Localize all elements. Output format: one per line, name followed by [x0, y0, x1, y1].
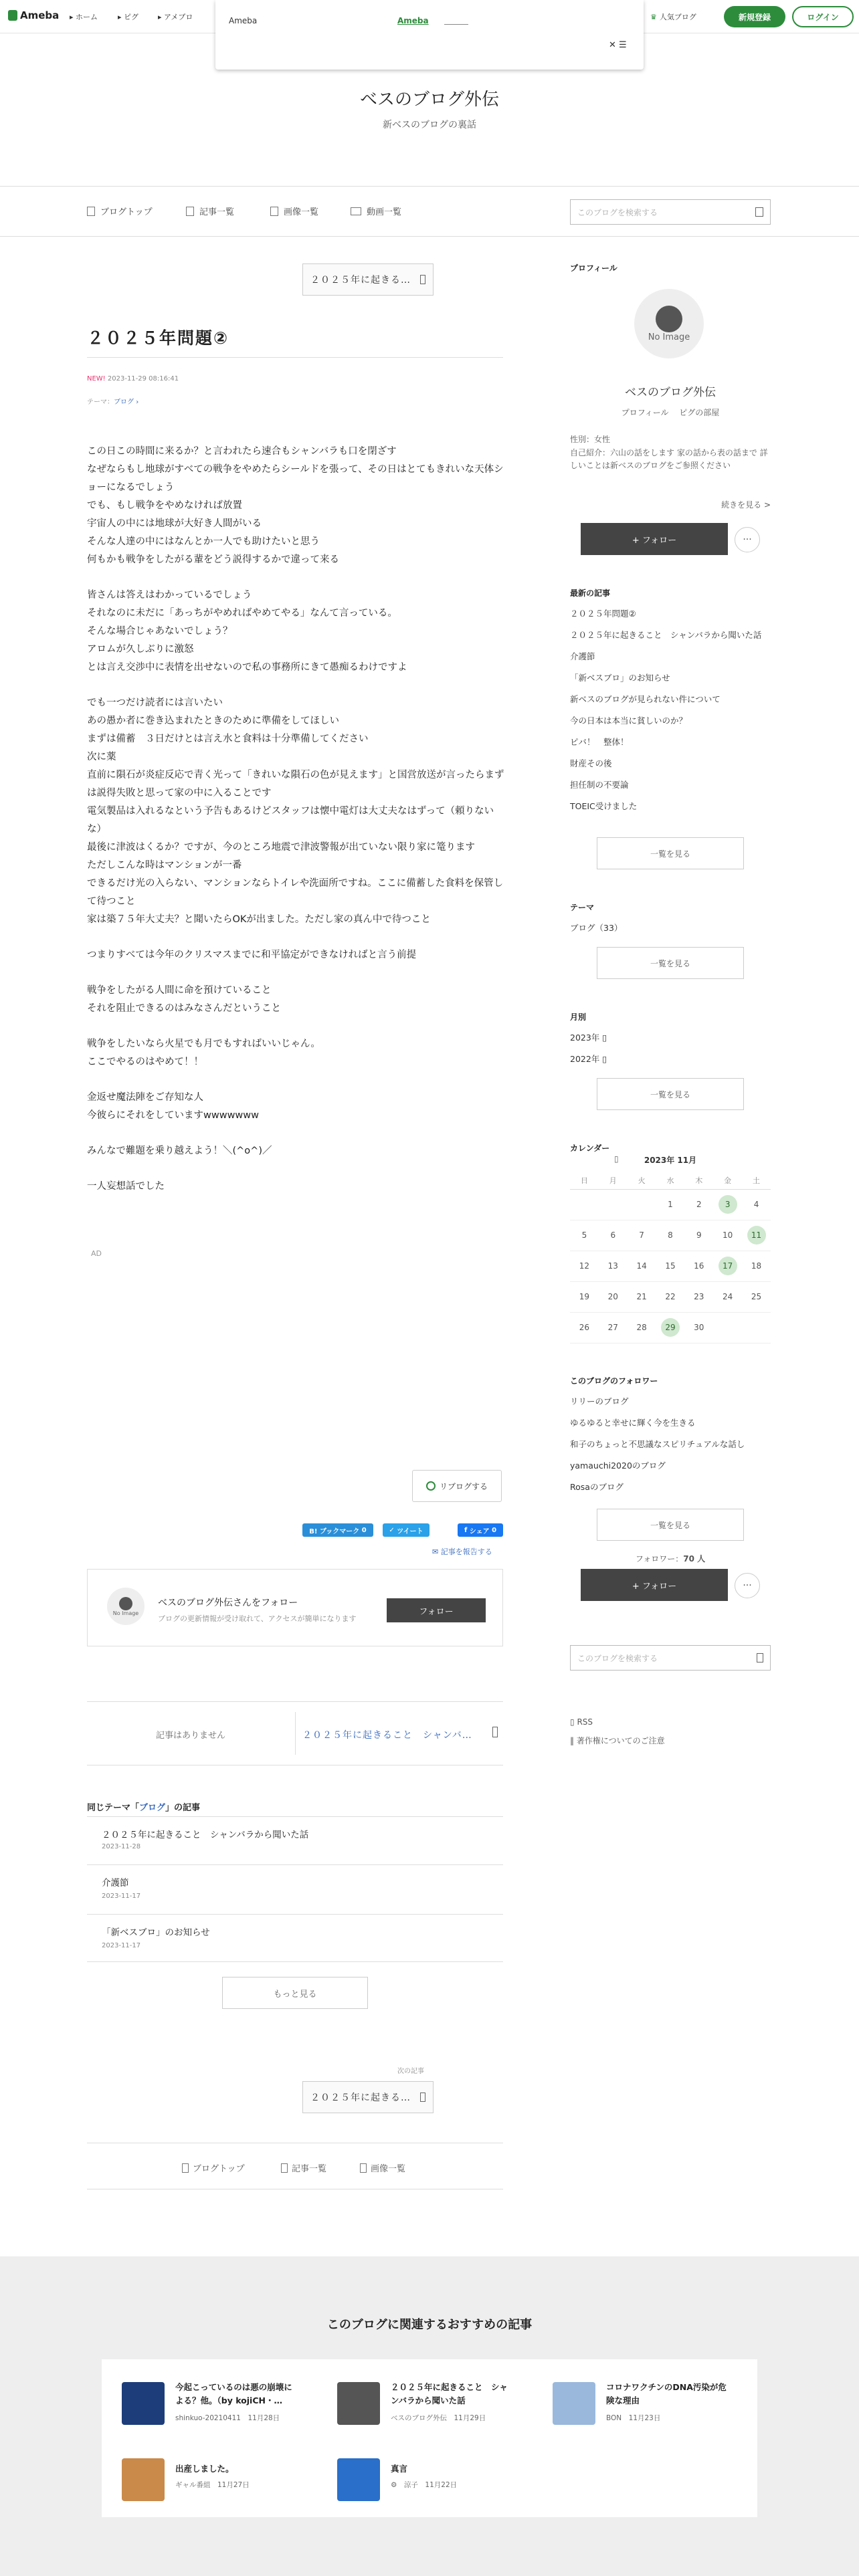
- search-icon[interactable]: [757, 1653, 763, 1662]
- header-search-input[interactable]: このブログを検索する: [570, 199, 771, 225]
- calendar-day: [599, 1189, 628, 1220]
- recommend-title[interactable]: ２０２５年に起きること シャンバラから聞いた話: [391, 2382, 508, 2405]
- recommend-meta: shinkuo-20210411 11月28日: [175, 2414, 280, 2422]
- recommend-thumbnail[interactable]: [337, 2458, 380, 2501]
- search-icon[interactable]: [755, 207, 763, 217]
- calendar-day: 4: [742, 1189, 771, 1220]
- warning-icon: ‖: [570, 1736, 574, 1745]
- hatena-bookmark-button[interactable]: B! ブックマーク 0: [302, 1523, 373, 1537]
- recommend-thumbnail[interactable]: [122, 2382, 165, 2425]
- next-article-link[interactable]: ２０２５年に起きること シャンバ…: [302, 1730, 472, 1741]
- recommend-heading: このブログに関連するおすすめの記事: [326, 2318, 533, 2332]
- month-link[interactable]: 2022年 ▯: [570, 1054, 607, 1064]
- recommend-meta: ⚙ 涼子 11月22日: [391, 2481, 458, 2489]
- reblog-icon: [426, 1481, 436, 1491]
- calendar-day: [742, 1312, 771, 1343]
- document-icon: [182, 2163, 189, 2173]
- follow-box-title: ベスのブログ外伝さんをフォロー: [158, 1598, 298, 1608]
- calendar-day: 2: [684, 1189, 713, 1220]
- profile-heading: プロフィール: [570, 263, 617, 273]
- month-heading: 月別: [570, 1012, 587, 1022]
- calendar-day: [570, 1189, 599, 1220]
- calendar-day: 15: [656, 1251, 685, 1281]
- recent-list-all-button[interactable]: 一覧を見る: [597, 837, 744, 869]
- more-options-icon[interactable]: ···: [735, 1573, 760, 1598]
- calendar-day[interactable]: 11: [742, 1220, 771, 1251]
- calendar: [570, 1172, 771, 1344]
- prev-article-button[interactable]: ２０２５年に起きる…: [302, 263, 434, 296]
- login-button[interactable]: ログイン: [792, 6, 854, 27]
- flag-icon: ✉: [432, 1547, 439, 1556]
- recent-article-link[interactable]: 「新ベスブロ」のお知らせ: [570, 673, 670, 683]
- follow-button[interactable]: フォロー: [387, 1598, 486, 1622]
- calendar-day: 7: [628, 1220, 656, 1251]
- blog-subtitle: 新ベスのブログの裏話: [383, 120, 476, 130]
- recommend-title[interactable]: コロナワクチンのDNA汚染が危険な理由: [606, 2382, 727, 2405]
- follower-link[interactable]: 和子のちょっと不思議なスピリチュアルな話し: [570, 1439, 745, 1449]
- calendar-day: 12: [570, 1251, 599, 1281]
- video-icon: [351, 207, 361, 215]
- crown-icon: ♛: [650, 12, 657, 21]
- theme-link[interactable]: ブログ（33）: [570, 923, 623, 933]
- footer-nav-image-list[interactable]: 画像一覧: [360, 2161, 405, 2174]
- rss-link[interactable]: ▯ RSS: [570, 1717, 593, 1727]
- calendar-day: 24: [713, 1281, 742, 1312]
- calendar-weekday: 土: [742, 1172, 771, 1189]
- calendar-heading: カレンダー: [570, 1144, 610, 1153]
- calendar-day: 25: [742, 1281, 771, 1312]
- recent-articles-list: [570, 603, 771, 817]
- recent-article-link[interactable]: 介護節: [570, 651, 595, 661]
- document-icon: [87, 207, 95, 216]
- next-article-label: 次の記事: [397, 2068, 424, 2075]
- calendar-day: 13: [599, 1251, 628, 1281]
- profile-links[interactable]: プロフィール ピグの部屋: [621, 408, 720, 417]
- calendar-weekday: 日: [570, 1172, 599, 1189]
- calendar-weekday: 水: [656, 1172, 685, 1189]
- calendar-day[interactable]: 29: [656, 1312, 685, 1343]
- calendar-day: 30: [684, 1312, 713, 1343]
- theme-link[interactable]: ブログ: [114, 399, 134, 406]
- same-theme-date: 2023-11-17: [102, 1942, 141, 1949]
- title-divider: [87, 357, 503, 358]
- same-theme-heading: 同じテーマ「ブログ」の記事: [87, 1803, 201, 1813]
- nav-image-list[interactable]: 画像一覧: [270, 205, 318, 217]
- profile-name[interactable]: ベスのブログ外伝: [625, 386, 716, 399]
- calendar-day: 26: [570, 1312, 599, 1343]
- calendar-day: 27: [599, 1312, 628, 1343]
- recent-article-link[interactable]: ２０２５年に起きること シャンバラから聞いた話: [570, 630, 762, 640]
- calendar-day: 19: [570, 1281, 599, 1312]
- image-icon: [270, 207, 278, 216]
- calendar-day: 23: [684, 1281, 713, 1312]
- month-list: [570, 1027, 771, 1070]
- calendar-weekday: 木: [684, 1172, 713, 1189]
- recent-articles-heading: 最新の記事: [570, 588, 611, 598]
- post-paragraph: 一人妄想話でした: [87, 1181, 165, 1192]
- calendar-weekday: 火: [628, 1172, 656, 1189]
- ad-overlay-panel: [215, 0, 644, 70]
- footer-nav-blog-top[interactable]: ブログトップ: [182, 2161, 245, 2174]
- same-theme-item[interactable]: [87, 1816, 503, 1864]
- same-theme-date: 2023-11-17: [102, 1893, 141, 1900]
- theme-heading: テーマ: [570, 903, 595, 912]
- month-link[interactable]: 2023年 ▯: [570, 1033, 607, 1043]
- profile-intro: 自己紹介：六山の話をします 家の話から表の話まで 詳しいことは新ベスのブログをご参照ください: [570, 448, 768, 470]
- calendar-day: 21: [628, 1281, 656, 1312]
- calendar-day: 1: [656, 1189, 685, 1220]
- signup-button[interactable]: 新規登録: [724, 6, 785, 27]
- recommend-title[interactable]: 今起こっているのは悪の崩壊による？他。（by kojiCH・…: [175, 2382, 292, 2405]
- recommend-title[interactable]: 出産しました。: [175, 2464, 234, 2474]
- calendar-day: [713, 1312, 742, 1343]
- follow-box-description: ブログの更新情報が受け取れて、アクセスが簡単になります: [158, 1614, 357, 1623]
- global-nav-home[interactable]: ▸ ホーム: [70, 13, 98, 21]
- recommend-thumbnail[interactable]: [337, 2382, 380, 2425]
- theme-list-all-button[interactable]: 一覧を見る: [597, 947, 744, 979]
- image-icon: [360, 2163, 367, 2173]
- calendar-day[interactable]: 17: [713, 1251, 742, 1281]
- overlay-link[interactable]: Ameba: [397, 16, 429, 25]
- followers-list: [570, 1391, 771, 1498]
- list-icon: [186, 207, 194, 216]
- more-button[interactable]: もっと見る: [222, 1977, 368, 2009]
- popular-blog-link[interactable]: ♛ 人気ブログ: [650, 12, 696, 21]
- sidebar-follow-button-2[interactable]: + フォロー: [581, 1569, 728, 1601]
- same-theme-date: 2023-11-28: [102, 1843, 141, 1850]
- post-paragraph: でも一つだけ読者には言いたい あの愚か者に巻き込まれたときのために準備をしてほしい まずは備蓄 ３日だけとは言え水と食料は十分準備してください 次に薬 直前に隕石が炎症反応で青く光って「きれいな隕石の色が見えます」と国営放送が言ったらまずは説得失敗と思って家の中に入ることです 電気製品は入れるなという予告もあるけどスタッフは懐中電灯は大丈夫なはずって（頼りないな） 最後に津波はくるか？ですが、今のところ地震で津波警報が出ていない限り家に篭ります ただしこんな時はマンションが一番 できるだけ光の入らない、マンションならトイレや洗面所ですね。ここに備蓄した食料を保管して待つこと 家は築７５年大丈夫？と聞いたらOKが出ました。ただし家の真ん中で待つこと: [87, 697, 504, 925]
- profile-sex: 性別：女性: [570, 435, 611, 444]
- calendar-day: 16: [684, 1251, 713, 1281]
- post-paragraph: みんなで難題を乗り越えよう！＼(^o^)／: [87, 1146, 272, 1156]
- recommend-meta: BON 11月23日: [606, 2414, 661, 2422]
- recommend-meta: ベスのブログ外伝 11月29日: [391, 2414, 486, 2422]
- report-article-link[interactable]: ✉ 記事を報告する: [432, 1547, 492, 1556]
- calendar-title: 2023年 11月: [644, 1156, 697, 1165]
- follower-link[interactable]: ゆるゆると幸せに輝く今を生きる: [570, 1418, 696, 1428]
- post-body: [87, 443, 504, 1213]
- ameba-logo-icon: [8, 10, 17, 21]
- blog-title[interactable]: ベスのブログ外伝: [359, 90, 499, 110]
- recent-article-link[interactable]: 財産その後: [570, 758, 612, 768]
- recent-article-link[interactable]: TOEIC受けました: [570, 801, 638, 811]
- post-paragraph: 皆さんは答えはわかっているでしょう それなのに未だに「あっちがやめればやめてやる」なんて言っている。 そんな場合じゃあないでしょう？ アロムが久しぶりに激怒 とは言え交渉中に表情を出せないので私の事務所にきて愚痴るわけですよ: [87, 590, 407, 673]
- post-date: NEW! 2023-11-29 08:16:41: [87, 375, 179, 383]
- more-options-icon[interactable]: ···: [735, 527, 760, 552]
- overlay-close-icon[interactable]: ✕ ☰: [609, 40, 627, 50]
- profile-avatar[interactable]: No Image: [634, 289, 704, 358]
- month-list-all-button[interactable]: 一覧を見る: [597, 1078, 744, 1110]
- calendar-day: 10: [713, 1220, 742, 1251]
- calendar-prev-icon[interactable]: ▯: [614, 1154, 619, 1164]
- logo-text: Ameba: [20, 9, 60, 21]
- recent-article-link[interactable]: 今の日本は本当に貧しいのか？: [570, 716, 688, 726]
- sidebar-follow-button[interactable]: + フォロー: [581, 523, 728, 555]
- nav-article-list[interactable]: 記事一覧: [186, 205, 234, 217]
- followers-heading: このブログのフォロワー: [570, 1376, 658, 1386]
- same-theme-title[interactable]: ２０２５年に起きること シャンバラから聞いた話: [102, 1830, 309, 1840]
- facebook-share-button[interactable]: f シェア 0: [458, 1523, 503, 1537]
- recommend-thumbnail[interactable]: [553, 2382, 595, 2425]
- chevron-right-icon: [420, 2092, 425, 2102]
- no-prev-article: 記事はありません: [155, 1731, 225, 1741]
- overlay-label: Ameba: [229, 16, 258, 25]
- calendar-weekday: 金: [713, 1172, 742, 1189]
- calendar-day[interactable]: 3: [713, 1189, 742, 1220]
- same-theme-item[interactable]: [87, 1914, 503, 1962]
- expand-icon: ▯: [602, 1033, 607, 1043]
- ad-label: AD: [91, 1249, 102, 1258]
- calendar-day: 5: [570, 1220, 599, 1251]
- footer-nav-article-list[interactable]: 記事一覧: [281, 2161, 326, 2174]
- tweet-button[interactable]: ✓ ツイート: [383, 1523, 430, 1537]
- recent-article-link[interactable]: ２０２５年問題②: [570, 609, 636, 619]
- prev-next-divider: [295, 1712, 296, 1755]
- recommend-meta: ギャル番組 11月27日: [175, 2481, 250, 2489]
- nav-blog-top[interactable]: ブログトップ: [87, 205, 153, 217]
- follower-link[interactable]: yamauchi2020のブログ: [570, 1461, 666, 1471]
- same-theme-title[interactable]: 「新ベスブロ」のお知らせ: [102, 1927, 210, 1938]
- list-icon: [281, 2163, 288, 2173]
- post-paragraph: 金返せ魔法陣をご存知な人 今彼らにそれをしていますwwwwwww: [87, 1092, 260, 1121]
- same-theme-link[interactable]: ブログ: [139, 1803, 166, 1813]
- new-badge: NEW!: [87, 375, 106, 383]
- calendar-day: 22: [656, 1281, 685, 1312]
- follower-link[interactable]: リリーのブログ: [570, 1396, 629, 1406]
- rss-icon: ▯: [570, 1717, 575, 1727]
- calendar-day: 6: [599, 1220, 628, 1251]
- calendar-day: [628, 1189, 656, 1220]
- post-paragraph: 戦争をしたがる人間に命を預けていること それを阻止できるのはみなさんだということ: [87, 985, 281, 1014]
- calendar-day: 28: [628, 1312, 656, 1343]
- recent-article-link[interactable]: 新ベスのブログが見られない件について: [570, 694, 721, 704]
- profile-continue-link[interactable]: 続きを見る >: [721, 500, 771, 510]
- nav-video-list[interactable]: 動画一覧: [351, 205, 401, 217]
- expand-icon: ▯: [602, 1054, 607, 1064]
- recommend-thumbnail[interactable]: [122, 2458, 165, 2501]
- global-nav-ameblo[interactable]: ▸ アメブロ: [158, 13, 193, 21]
- recommend-title[interactable]: 真言: [391, 2464, 408, 2474]
- post-paragraph: つまりすべては今年のクリスマスまでに和平協定ができなければと言う前提: [87, 950, 417, 960]
- calendar-day: 8: [656, 1220, 685, 1251]
- calendar-day: 18: [742, 1251, 771, 1281]
- copyright-notice-link[interactable]: ‖ 著作権についてのご注意: [570, 1736, 665, 1745]
- post-title[interactable]: ２０２５年問題②: [87, 328, 229, 348]
- overlay-divider: [444, 24, 468, 25]
- post-paragraph: 戦争をしたいなら火星でも月でもすればいいじゃん。 ここでやるのはやめて！！: [87, 1039, 320, 1067]
- chevron-right-icon: [420, 275, 425, 284]
- reblog-button[interactable]: リブログする: [412, 1470, 502, 1502]
- calendar-day: 20: [599, 1281, 628, 1312]
- next-article-button[interactable]: ２０２５年に起きる…: [302, 2081, 434, 2113]
- same-theme-item[interactable]: [87, 1864, 503, 1913]
- same-theme-title[interactable]: 介護節: [102, 1878, 129, 1889]
- sidebar-search-input[interactable]: このブログを検索する: [570, 1645, 771, 1671]
- calendar-day: 9: [684, 1220, 713, 1251]
- follower-count: フォロワー：70 人: [635, 1554, 706, 1564]
- post-paragraph: この日この時間に来るか？と言われたら速合もシャンバラも口を閉ざす なぜならもし地球がすべての戦争をやめたらシールドを張って、その日はとてもきれいな天体ショーになるでしょう でも、もし戦争をやめなければ放置 宇宙人の中には地球が大好き人間がいる そんな人達の中にはなんとか一人でも助けたいと思う 何もかも戦争をしたがる輩をどう説得するかで違って来る: [87, 446, 504, 565]
- recent-article-link[interactable]: ピバ！ 整体！: [570, 737, 629, 747]
- follower-link[interactable]: Rosaのブログ: [570, 1482, 624, 1492]
- post-theme: テーマ：ブログ ›: [87, 399, 139, 406]
- global-nav-pigg[interactable]: ▸ ピグ: [118, 13, 139, 21]
- calendar-weekday: 月: [599, 1172, 628, 1189]
- chevron-right-icon[interactable]: [492, 1727, 498, 1737]
- followers-list-all-button[interactable]: 一覧を見る: [597, 1509, 744, 1541]
- ameba-logo[interactable]: [8, 9, 59, 21]
- recent-article-link[interactable]: 担任制の不要論: [570, 780, 629, 790]
- calendar-day: 14: [628, 1251, 656, 1281]
- blogger-avatar[interactable]: No Image: [107, 1588, 145, 1625]
